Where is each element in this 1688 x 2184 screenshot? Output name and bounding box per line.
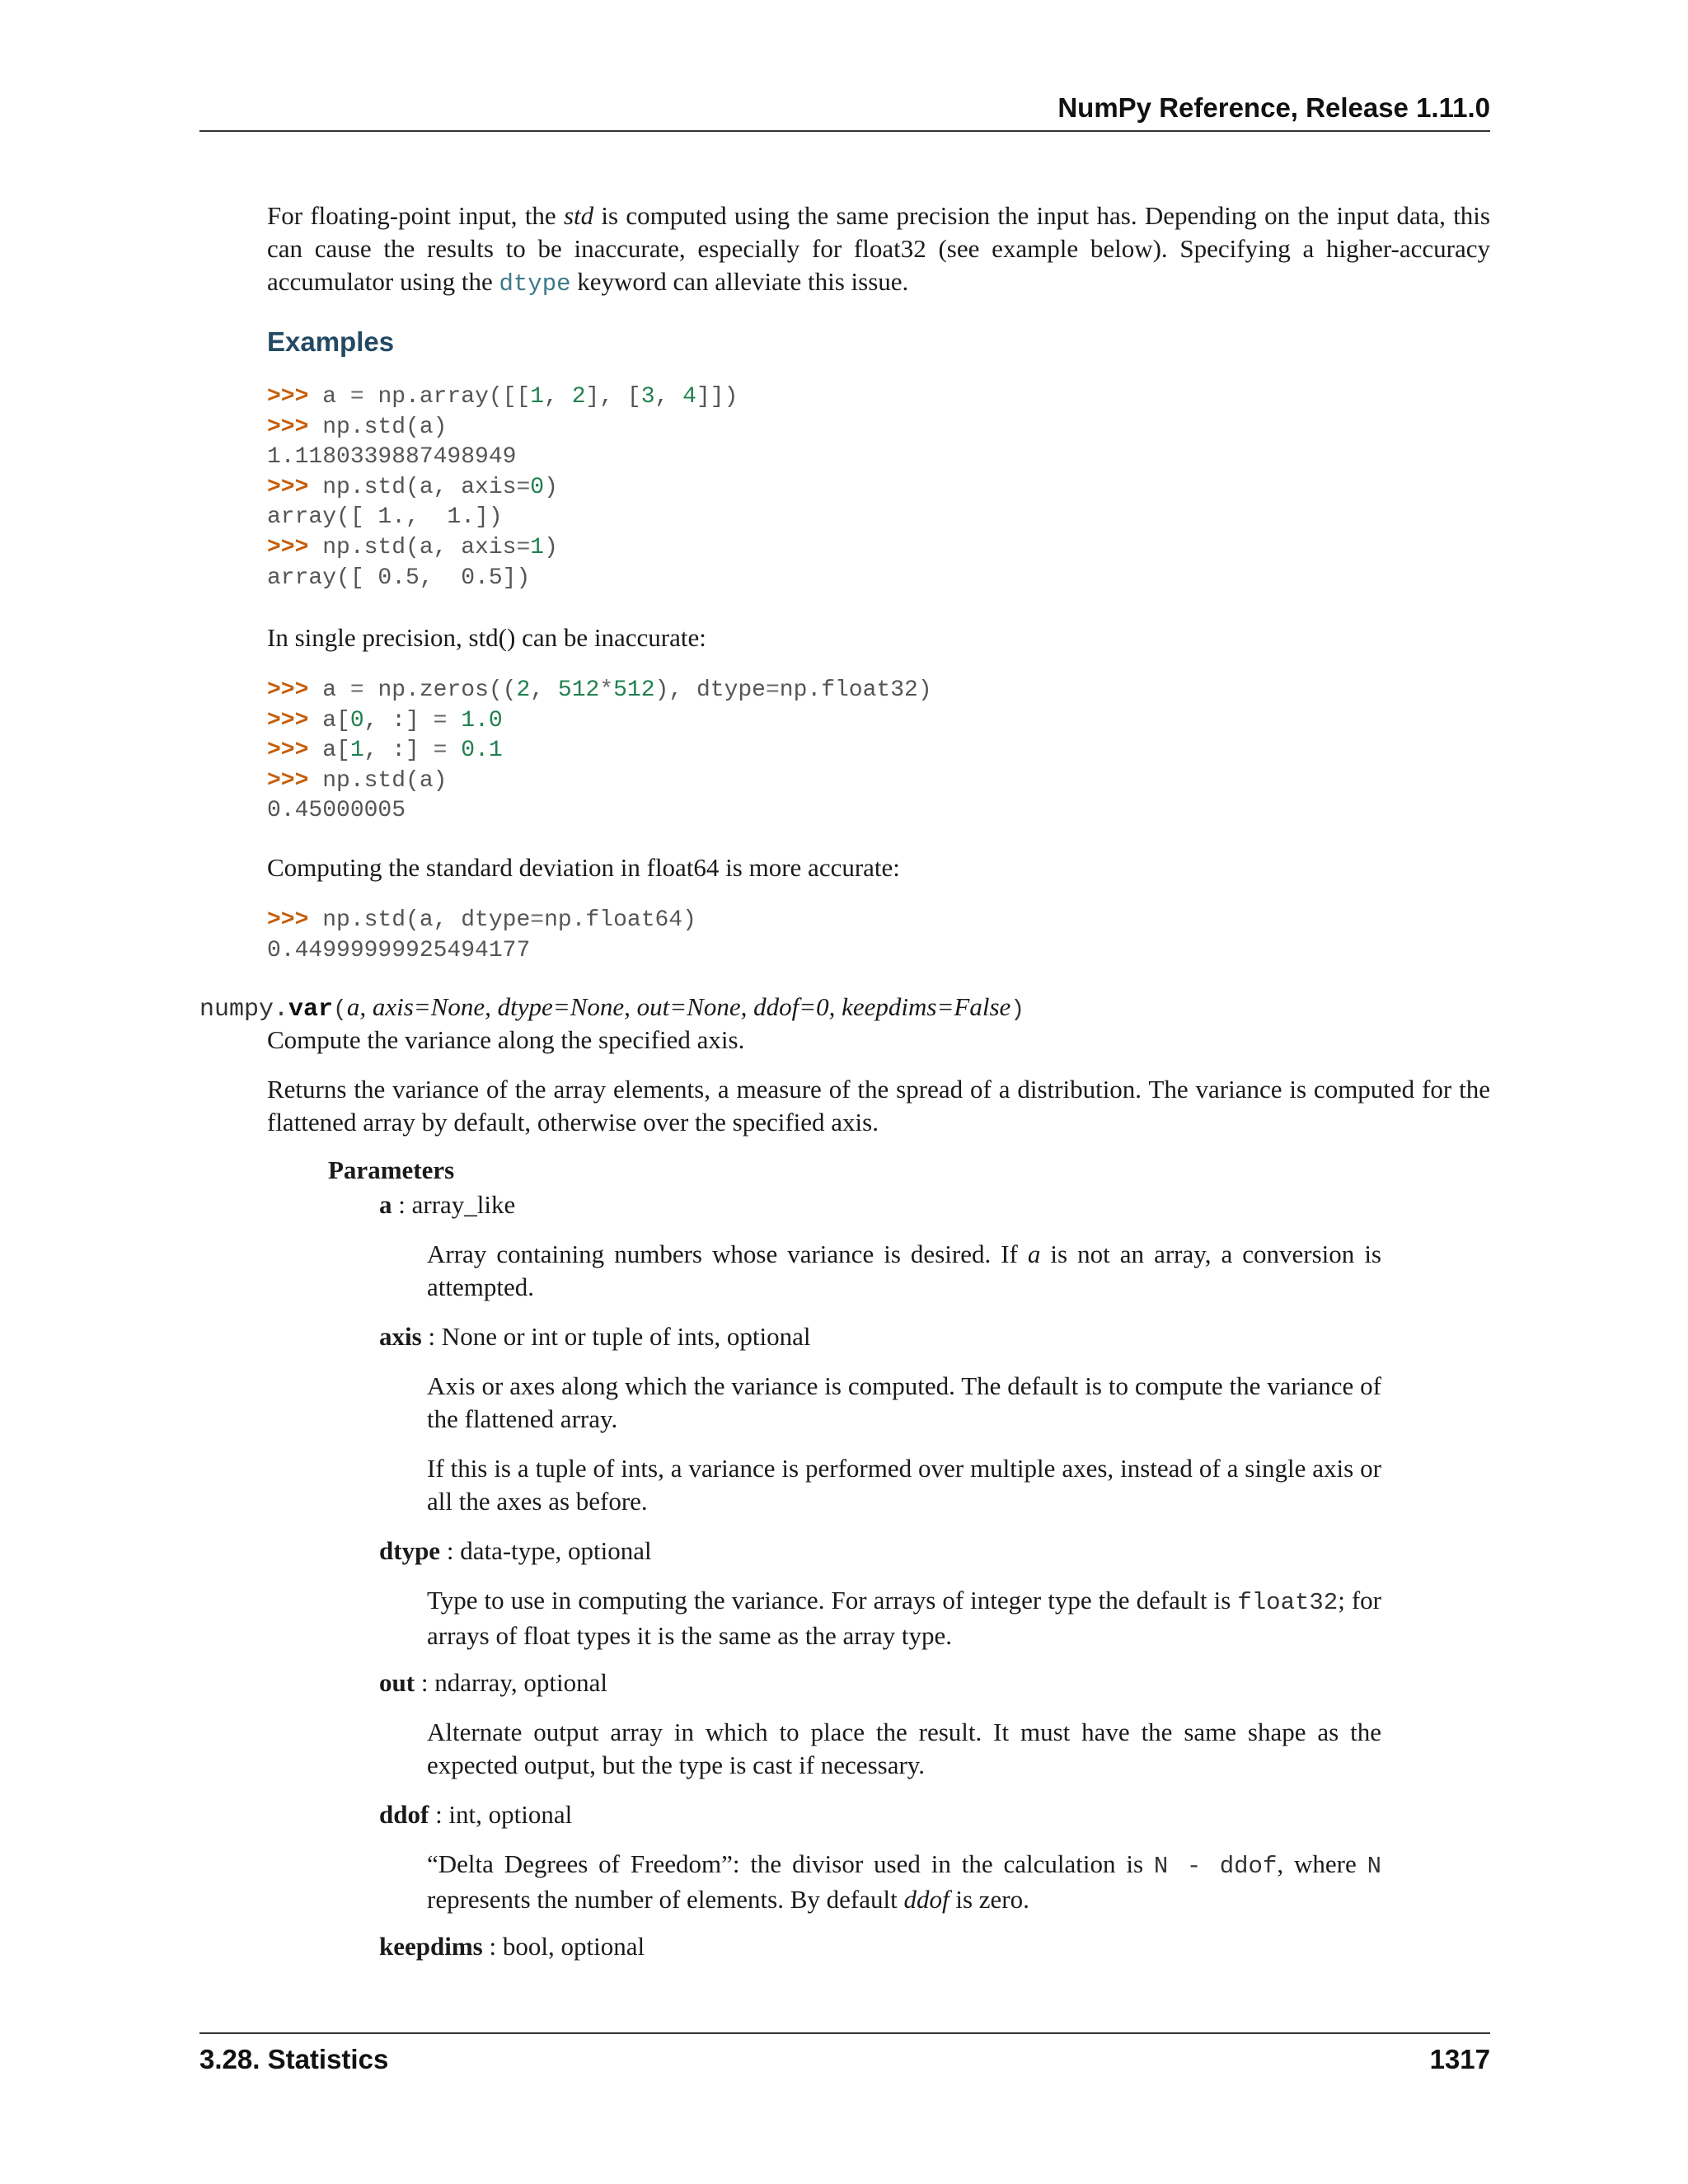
running-footer (199, 2032, 1490, 2083)
code-prompt: >>> (267, 474, 323, 500)
code-line (267, 533, 738, 564)
param-a-desc-text-2: is not an array, a conversion is attempted. (427, 1240, 1382, 1301)
code-text: np.std(a, axis (322, 474, 517, 500)
code-block-std-basic (267, 382, 738, 593)
code-block-float64 (267, 906, 696, 966)
code-number: 0 (530, 474, 545, 500)
intro-text-3: keyword can alleviate this issue. (570, 267, 909, 296)
code-text (447, 708, 461, 733)
code-operator: = (765, 677, 780, 703)
float64-text: Computing the standard deviation in float64 is more accurate: (267, 853, 900, 882)
code-text: ) (544, 534, 558, 560)
code-prompt: >>> (267, 738, 323, 764)
code-line (267, 706, 932, 737)
code-operator: = (433, 707, 448, 733)
code-number: 3 (640, 384, 655, 410)
code-text: a (322, 677, 350, 703)
param-ddof-heading (379, 1798, 572, 1831)
param-keepdims-heading (379, 1930, 645, 1963)
code-prompt: >>> (267, 707, 323, 733)
code-operator: = (349, 677, 364, 703)
code-operator: = (349, 384, 364, 410)
param-ddof-desc-text-3: represents the number of elements. By default (427, 1885, 904, 1914)
param-out-description: Alternate output array in which to place the result. It must have the same shape as the expected output, but the type is cast if necessary. (427, 1718, 1381, 1779)
code-line (267, 766, 932, 797)
code-prompt: >>> (267, 534, 323, 560)
param-ddof-desc-code-2: N (1367, 1853, 1381, 1880)
code-text: , (544, 384, 572, 410)
code-text: 0.44999999925494177 (267, 937, 531, 963)
std-precision-paragraph (267, 199, 1490, 301)
code-text: np.std(a, dtype (322, 907, 531, 933)
param-dtype-desc-text-1: Type to use in computing the variance. For arrays of integer type the default is (427, 1586, 1238, 1615)
code-text: a (322, 384, 350, 410)
code-block-single-precision (267, 676, 932, 827)
code-text: a[ (322, 738, 350, 764)
param-a-heading (379, 1188, 515, 1221)
code-prompt: >>> (267, 677, 323, 703)
code-text: np.zeros(( (363, 677, 517, 703)
param-out-name: out (379, 1668, 415, 1697)
param-dtype-type: : data-type, optional (440, 1536, 652, 1565)
param-axis-description-tuple: If this is a tuple of ints, a variance is performed over multiple axes, instead of a single axis or all the axes as before. (427, 1454, 1381, 1516)
code-number: 1 (349, 738, 364, 764)
code-text: np.std(a) (322, 767, 448, 794)
code-number: 4 (682, 384, 696, 410)
param-axis-description: Axis or axes along which the variance is computed. The default is to compute the variance of the flattened array. (427, 1371, 1381, 1433)
code-line (267, 443, 738, 473)
code-line (267, 473, 738, 504)
param-a-desc-text-1: Array containing numbers whose variance is desired. If (427, 1240, 1028, 1268)
code-text: ]]) (696, 384, 738, 410)
code-text: , :] (363, 707, 434, 733)
param-axis-type: : None or int or tuple of ints, optional (421, 1322, 811, 1351)
param-a-name: a (379, 1190, 392, 1219)
code-number: 0.1 (461, 738, 503, 764)
code-text: 1.1180339887498949 (267, 444, 517, 471)
code-text: array([ 0.5, 0.5]) (267, 565, 531, 591)
code-line (267, 382, 738, 413)
code-text: a[ (322, 707, 350, 733)
code-line (267, 676, 932, 706)
param-ddof-description (427, 1848, 1381, 1916)
param-ddof-name: ddof (379, 1800, 429, 1829)
signature-open-paren: ( (333, 997, 347, 1023)
code-number: 1.0 (461, 707, 503, 733)
code-text: , (654, 384, 683, 410)
code-text: ) (544, 474, 558, 500)
param-ddof-desc-code-1: N - ddof (1153, 1853, 1278, 1880)
param-ddof-desc-text-1: “Delta Degrees of Freedom”: the divisor used in the calculation is (427, 1849, 1154, 1878)
code-line (267, 413, 738, 443)
footer-page-number: 1317 (1429, 2044, 1490, 2074)
code-text: np.float32) (779, 677, 932, 703)
code-line (267, 796, 932, 827)
code-number: 2 (571, 384, 586, 410)
code-prompt: >>> (267, 414, 323, 440)
signature-module: numpy. (199, 996, 289, 1024)
param-dtype-desc-text-2: ; for arrays of float types it is the same as the array type. (427, 1586, 1381, 1650)
signature-close-paren: ) (1010, 997, 1025, 1023)
signature-function-name: var (288, 996, 334, 1024)
param-dtype-desc-code: float32 (1237, 1589, 1339, 1616)
examples-heading: Examples (267, 326, 395, 357)
code-text: np.std(a, axis (322, 534, 517, 560)
code-text: array([ 1., 1.]) (267, 504, 503, 531)
footer-section: 3.28. Statistics (199, 2044, 389, 2074)
header-title: NumPy Reference, Release 1.11.0 (1057, 92, 1490, 123)
code-operator: = (530, 907, 545, 933)
code-text: np.std(a) (322, 414, 448, 440)
code-text (447, 738, 461, 763)
code-line (267, 564, 738, 594)
param-a-desc-italic: a (1027, 1240, 1041, 1268)
code-line (267, 736, 932, 766)
code-line (267, 906, 696, 936)
param-a-description (427, 1238, 1381, 1304)
intro-text-2: is computed using the same precision the input has. Depending on the input data, this can cause the results to be inaccurate, especially for float32 (see example below). Specifying a higher-accuracy accumulator using the (267, 201, 1490, 296)
param-dtype-name: dtype (379, 1536, 441, 1565)
code-operator: * (599, 677, 614, 703)
code-number: 2 (516, 677, 531, 703)
param-keepdims-name: keepdims (379, 1932, 483, 1961)
param-axis-name: axis (379, 1322, 422, 1351)
parameters-title: Parameters (328, 1155, 455, 1184)
function-signature (199, 991, 1025, 1027)
param-a-type: : array_like (392, 1190, 516, 1219)
code-number: 1 (530, 534, 545, 560)
code-number: 512 (557, 677, 600, 703)
running-header (199, 92, 1490, 132)
code-prompt: >>> (267, 384, 323, 410)
code-operator: = (516, 474, 531, 500)
intro-italic-std: std (563, 201, 594, 230)
code-prompt: >>> (267, 907, 323, 933)
code-line (267, 503, 738, 533)
code-operator: = (433, 738, 448, 764)
code-text: , (530, 677, 558, 703)
param-ddof-desc-text-4: is zero. (949, 1885, 1029, 1914)
param-ddof-type: : int, optional (429, 1800, 573, 1829)
var-description: Returns the variance of the array elements, a measure of the spread of a distribution. The variance is computed for the flattened array by default, otherwise over the specified axis. (267, 1075, 1490, 1137)
code-text: 0.45000005 (267, 798, 406, 824)
param-dtype-heading (379, 1535, 652, 1568)
param-ddof-desc-text-2: , where (1277, 1849, 1367, 1878)
param-ddof-desc-italic: ddof (903, 1885, 950, 1914)
code-text: , :] (363, 738, 434, 764)
code-number: 0 (349, 707, 364, 733)
param-out-type: : ndarray, optional (415, 1668, 607, 1697)
code-text: ], [ (585, 384, 641, 410)
intro-code-dtype[interactable]: dtype (499, 270, 571, 298)
signature-params: a, axis=None, dtype=None, out=None, ddof=0, keepdims=False (346, 992, 1011, 1021)
param-out-heading (379, 1666, 607, 1699)
param-axis-heading (379, 1320, 811, 1353)
code-text: ), dtype (654, 677, 766, 703)
param-dtype-description (427, 1584, 1381, 1652)
code-prompt: >>> (267, 767, 323, 794)
single-precision-text: In single precision, std() can be inaccurate: (267, 623, 706, 652)
param-keepdims-type: : bool, optional (482, 1932, 645, 1961)
code-text: np.array([[ (363, 384, 531, 410)
code-number: 512 (613, 677, 655, 703)
code-text: np.float64) (544, 907, 696, 933)
code-operator: = (516, 534, 531, 560)
code-number: 1 (530, 384, 545, 410)
code-line (267, 936, 696, 967)
intro-text-1: For floating-point input, the (267, 201, 564, 230)
var-summary: Compute the variance along the specified axis. (267, 1025, 745, 1054)
